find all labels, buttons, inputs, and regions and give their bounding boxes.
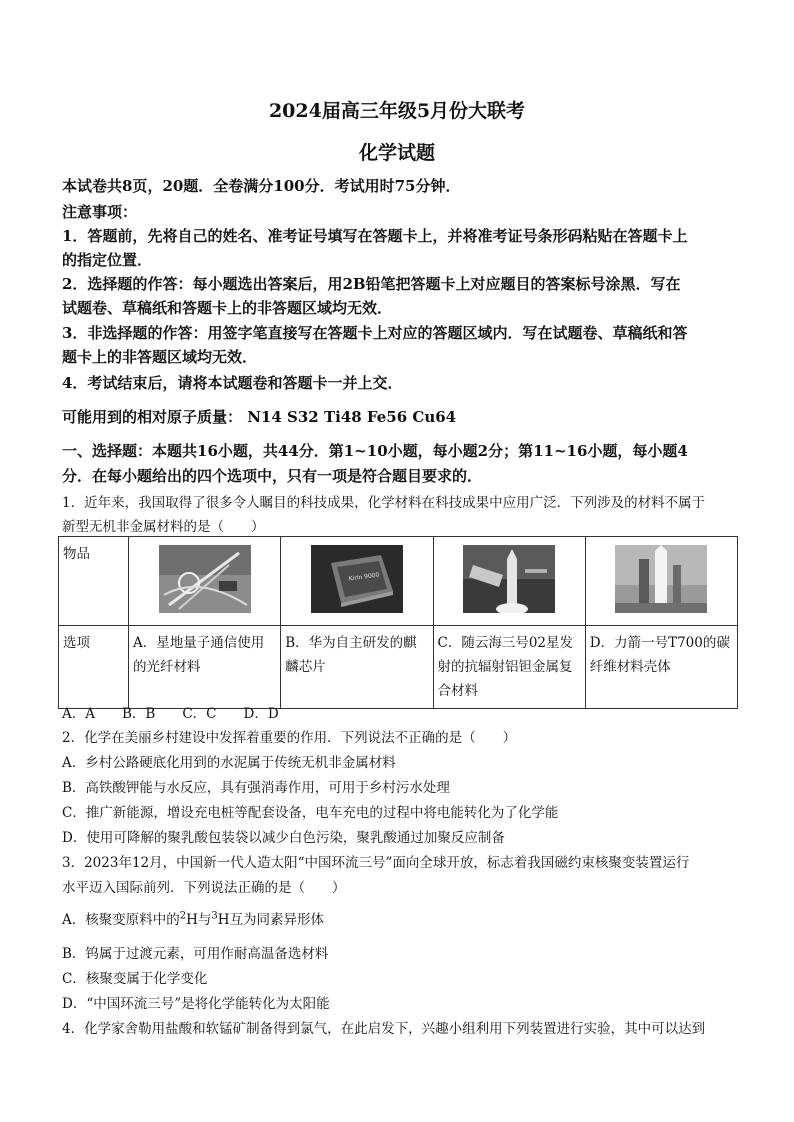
item-image-chip	[281, 537, 433, 626]
notice-item: 2．选择题的作答：每小题选出答案后，用2B铅笔把答题卡上对应题目的答案标号涂黑．写在	[62, 275, 681, 293]
option-text: C．推广新能源，增设充电桩等配套设备，电车充电的过程中将电能转化为了化学能	[62, 805, 559, 821]
exam-subject: 化学试题	[358, 142, 435, 164]
item-image-fiber	[129, 537, 281, 626]
isotope-mass: 3	[211, 910, 218, 922]
item-image-rocket	[585, 537, 737, 626]
question-stem: 2．化学在美丽乡村建设中发挥着重要的作用．下列说法不正确的是（ ）	[62, 730, 517, 746]
optical-fiber-image	[159, 545, 251, 613]
isotope-mass: 2	[179, 910, 187, 922]
table-row	[59, 537, 738, 626]
notice-item: 题卡上的非答题区域均无效．	[62, 348, 258, 366]
chip-label: Kirin 9000	[348, 571, 380, 583]
option-cell: A．星地量子通信使用的光纤材料	[129, 626, 281, 709]
rocket-tower-image	[615, 545, 707, 613]
notice-item: 3．非选择题的作答：用签字笔直接写在答题卡上对应的答题区域内．写在试题卷、草稿纸和答	[62, 324, 688, 342]
exam-title: 2024届高三年级5月份大联考	[268, 100, 526, 122]
question-stem: 新型无机非金属材料的是（ ）	[62, 519, 265, 535]
item-image-satellite	[433, 537, 585, 626]
option-text: D．使用可降解的聚乳酸包装袋以减少白色污染，聚乳酸通过加聚反应制备	[62, 830, 505, 846]
q1-items-table	[58, 536, 738, 709]
atomic-masses: 可能用到的相对原子质量： N14 S32 Ti48 Fe56 Cu64	[62, 408, 457, 426]
option-cell: B．华为自主研发的麒麟芯片	[281, 626, 433, 709]
option-connector: 与	[197, 912, 212, 928]
exam-summary: 本试卷共8页，20题．全卷满分100分．考试用时75分钟．	[62, 177, 461, 195]
question-stem: 1．近年来，我国取得了很多令人瞩目的科技成果，化学材料在科技成果中应用广泛．下列涉及的材料不属于	[62, 495, 706, 511]
notice-item: 试题卷、草稿纸和答题卡上的非答题区域均无效．	[62, 299, 393, 317]
row-label: 物品	[59, 537, 129, 626]
option-cell: C．随云海三号02星发射的抗辐射铝钽金属复合材料	[433, 626, 585, 709]
question-stem: 4．化学家舍勒用盐酸和软锰矿制备得到氯气，在此启发下，兴趣小组利用下列装置进行实验，其中可以达到	[62, 1021, 706, 1037]
notice-item: 1．答题前，先将自己的姓名、准考证号填写在答题卡上，并将准考证号条形码粘贴在答题卡上	[62, 227, 688, 245]
section-heading: 分．在每小题给出的四个选项中，只有一项是符合题目要求的．	[62, 467, 483, 485]
option-text	[62, 908, 740, 928]
rocket-launch-image	[463, 545, 555, 613]
notice-title: 注意事项：	[62, 203, 138, 221]
notice-item: 4．考试结束后，请将本试题卷和答题卡一并上交．	[62, 374, 403, 392]
option-text: B．高铁酸钾能与水反应，具有强消毒作用，可用于乡村污水处理	[62, 780, 450, 796]
option-text: A．乡村公路硬底化用到的水泥属于传统无机非金属材料	[62, 755, 396, 771]
option-text: B．钨属于过渡元素，可用作耐高温备选材料	[62, 946, 329, 962]
notice-item: 的指定位置．	[62, 251, 153, 269]
answer-choices: A．A B．B C．C D．D	[62, 706, 279, 722]
option-text: C．核聚变属于化学变化	[62, 971, 208, 987]
table-row	[59, 626, 738, 709]
question-stem: 3．2023年12月，中国新一代人造太阳“中国环流三号”面向全球开放，标志着我国磁约束核聚变装置运行	[62, 855, 690, 871]
option-cell: D．力箭一号T700的碳纤维材料壳体	[585, 626, 737, 709]
option-suffix: 互为同素异形体	[229, 912, 325, 928]
kirin-chip-image	[311, 545, 403, 613]
option-text: D．“中国环流三号”是将化学能转化为太阳能	[62, 996, 330, 1012]
isotope-symbol: H	[186, 912, 198, 928]
isotope-symbol: H	[217, 912, 230, 928]
row-label: 选项	[59, 626, 129, 709]
section-heading: 一、选择题：本题共16小题，共44分．第1~10小题，每小题2分；第11~16小题，每小题4	[62, 442, 688, 460]
option-prefix: A．核聚变原料中的	[62, 912, 180, 928]
question-stem: 水平迈入国际前列．下列说法正确的是（ ）	[62, 880, 346, 896]
